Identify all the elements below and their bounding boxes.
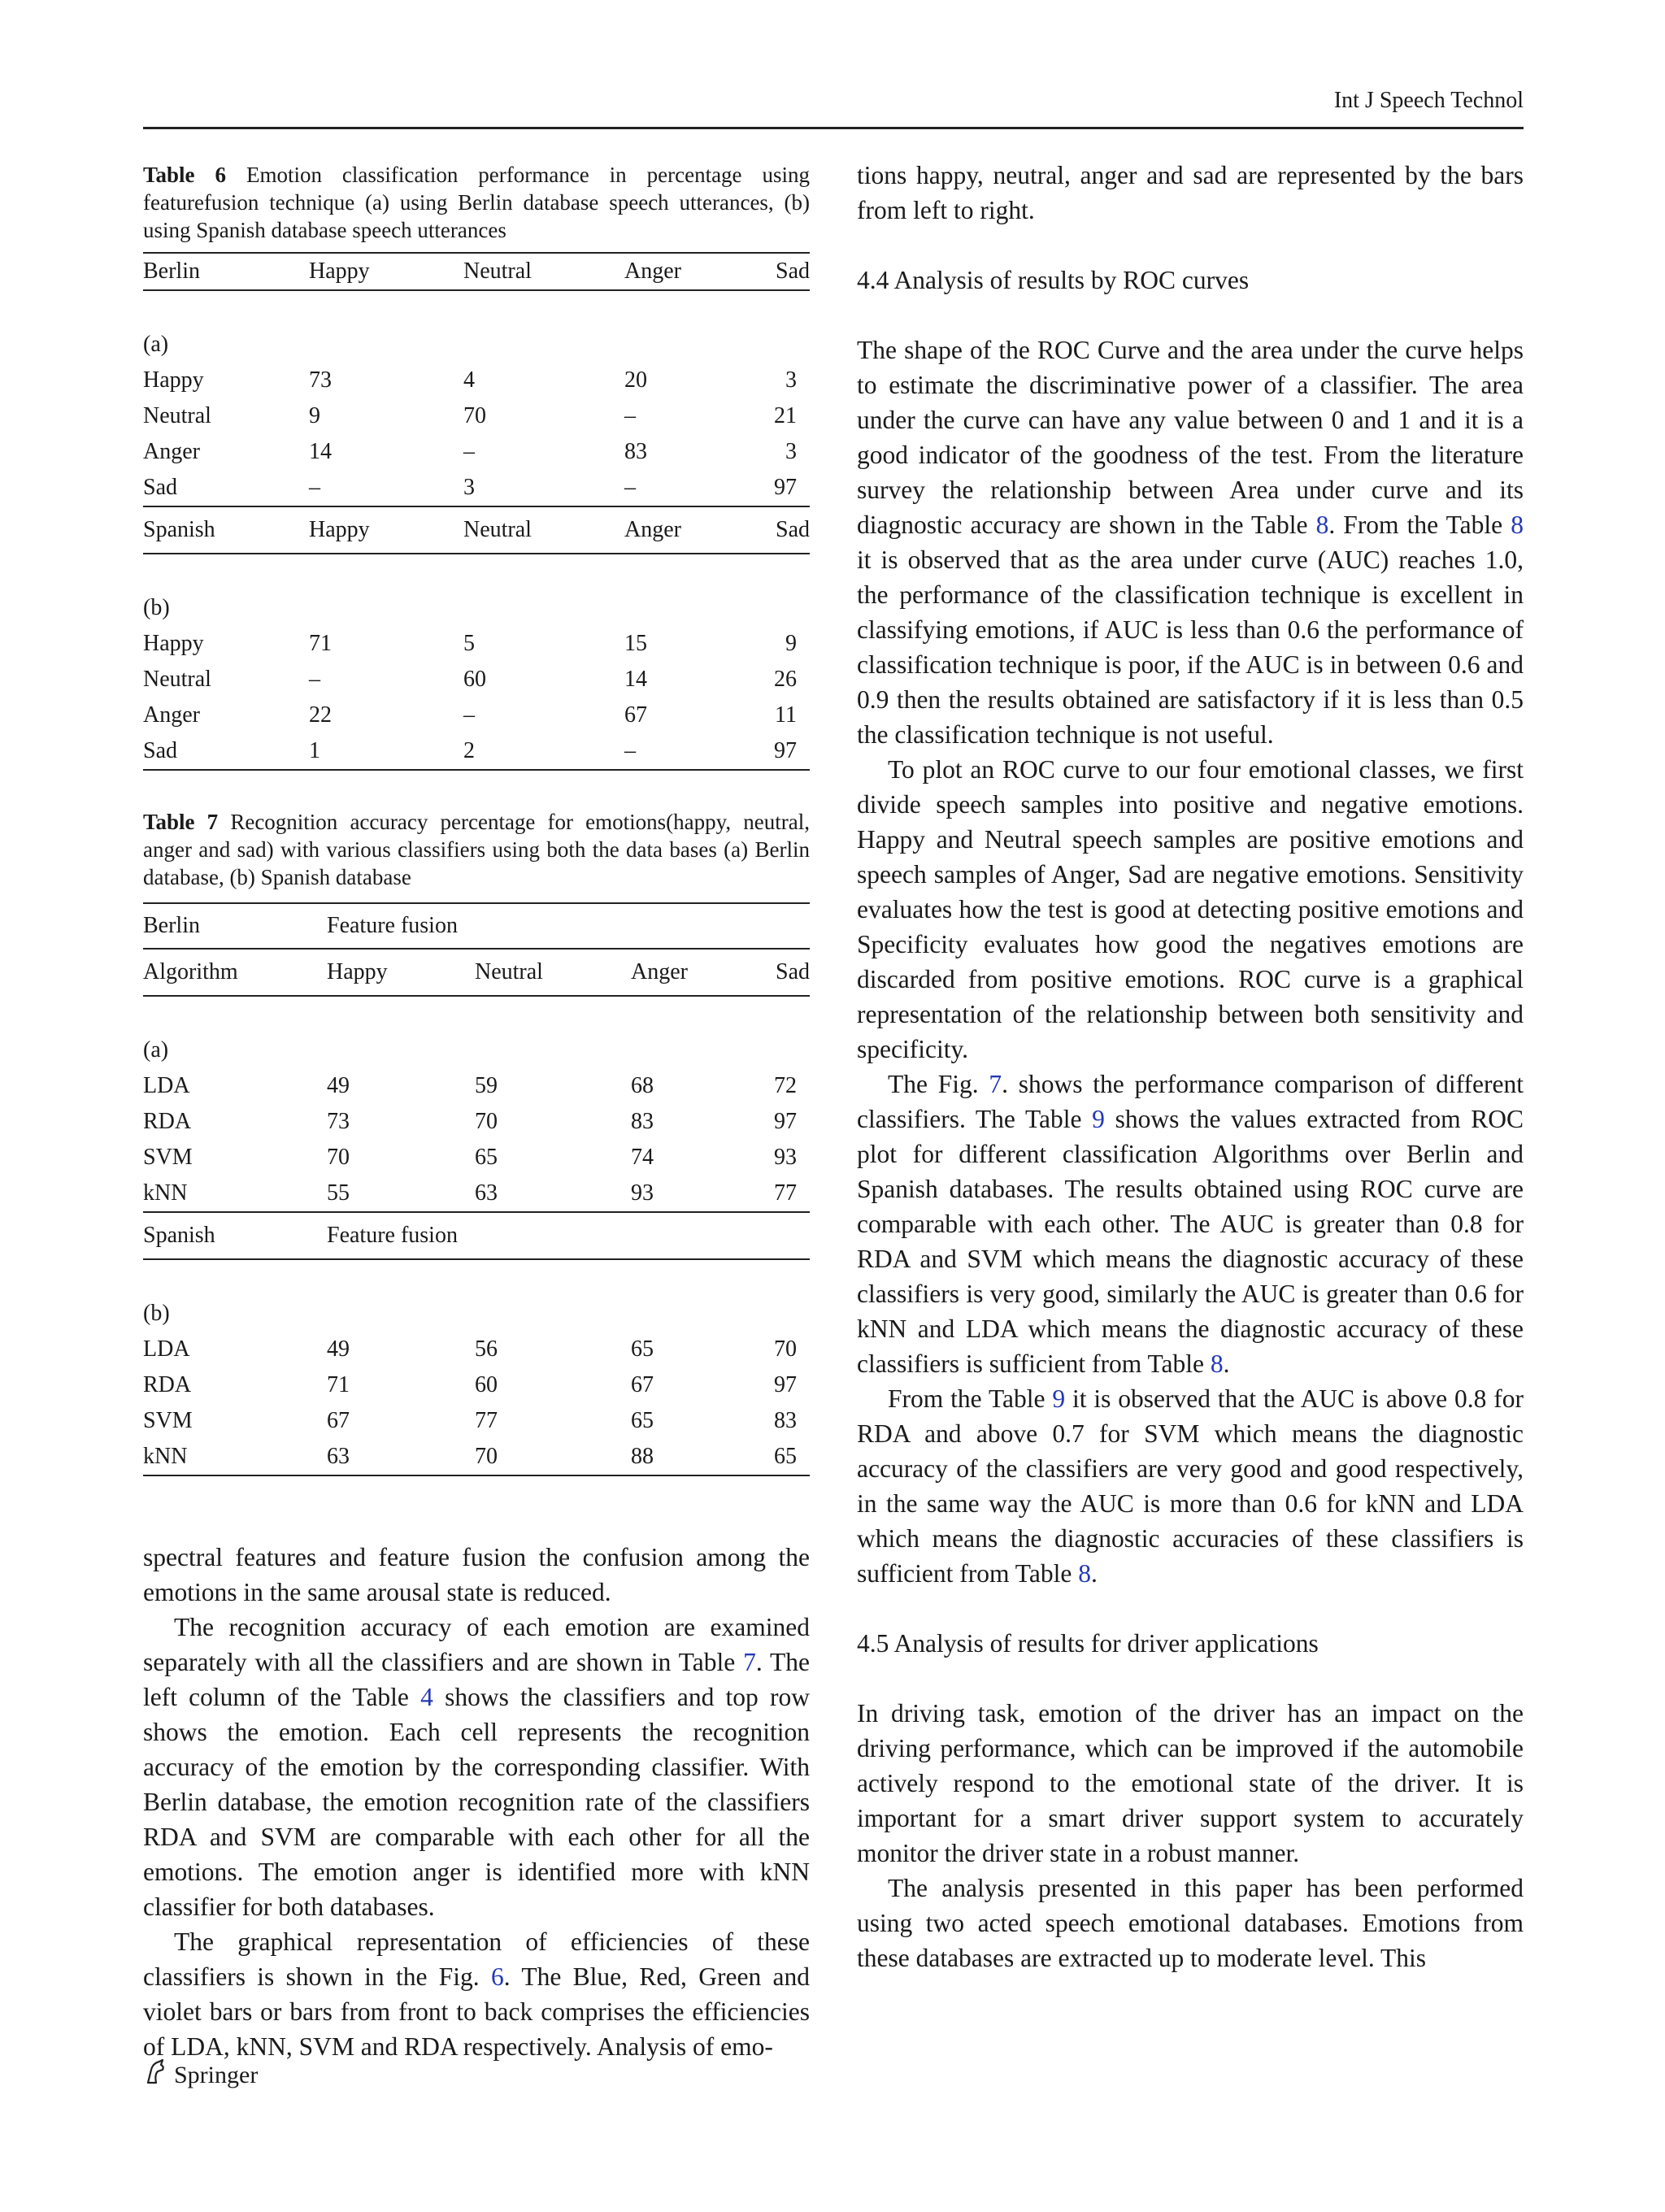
- paragraph: In driving task, emotion of the driver has an impact on the driving performance, which can be improved if the automobile actively respond to the emotional state of the driver. It is important for a smart driver support system to accurately monitor the driver state in a robust manner.: [857, 1699, 1524, 1867]
- table6-label: Table 6: [143, 163, 226, 187]
- springer-horse-icon: [143, 2058, 167, 2092]
- table-ref-link[interactable]: 9: [1092, 1105, 1105, 1133]
- paragraph: The recognition accuracy of each emotion are examined separately with all the classifiers and are shown in Table 7. The left column of the Table 4 shows the classifiers and top row shows the emotion. Each cell represents the recognition accuracy of the emotion by the corresponding classifier. With Berlin database, the emotion recognition rate of the classifiers RDA and SVM are comparable with each other for all the emotions. The emotion anger is identified more with kNN classifier for both databases.: [143, 1613, 810, 1921]
- footer: [143, 2058, 258, 2092]
- right-column: [857, 158, 1524, 1975]
- table-group-row: Berlin Feature fusion: [143, 903, 810, 949]
- left-column: [143, 161, 810, 2064]
- table-ref-link[interactable]: 7: [743, 1648, 756, 1676]
- table-row: RDA 73 70 83 97: [143, 1109, 797, 1134]
- table-row: Neutral 9 70 – 21: [143, 403, 797, 428]
- table-row: SVM 67 77 65 83: [143, 1408, 797, 1433]
- table-row: Sad – 3 – 97: [143, 470, 810, 506]
- paragraph: spectral features and feature fusion the confusion among the emotions in the same arousal state is reduced.: [143, 1543, 810, 1606]
- table7-caption: Table 7 Recognition accuracy percentage for emotions(happy, neutral, anger and sad) with various classifiers using both the data bases (a) Berlin database, (b) Spanish database: [143, 810, 810, 889]
- table-row: kNN 63 70 88 65: [143, 1439, 810, 1475]
- section-tag-row: (a): [143, 1037, 169, 1063]
- paragraph: From the Table 9 it is observed that the AUC is above 0.8 for RDA and above 0.7 for SVM which means the diagnostic accuracy of the classifiers are very good and good respectively, in the same way the AUC is more than 0.6 for kNN and LDA which means the diagnostic accuracies of these classifiers is sufficient from Table 8.: [857, 1384, 1524, 1588]
- figure-ref-link[interactable]: 7: [989, 1070, 1002, 1098]
- section-tag-row: (a): [143, 332, 169, 357]
- table-ref-link[interactable]: 8: [1315, 511, 1329, 539]
- section-heading-4-4: 4.4 Analysis of results by ROC curves: [857, 266, 1250, 294]
- paragraph: To plot an ROC curve to our four emotional classes, we first divide speech samples into positive and negative emotions. Happy and Neutral speech samples are positive emotions and speech samples of Anger, Sad are negative emotions. Sensitivity evaluates how the test is good at detecting positive emotions and Specificity evaluates how good the negatives emotions are discarded from positive emotions. ROC curve is a graphical representation of the relationship between both sensitivity and specificity.: [857, 755, 1524, 1063]
- section-tag-row: (b): [143, 595, 170, 620]
- table-ref-link[interactable]: 8: [1078, 1559, 1091, 1588]
- section-tag-row: (b): [143, 1301, 170, 1326]
- table6-caption: Table 6 Emotion classification performance in percentage using featurefusion technique (a) using Berlin database speech utterances, (b) using Spanish database speech utterances: [143, 163, 810, 242]
- paragraph: The analysis presented in this paper has been performed using two acted speech emotional databases. Emotions from these databases are extracted up to moderate level. This: [857, 1874, 1524, 1972]
- table-row: Happy 73 4 20 3: [143, 367, 797, 393]
- table-row: Anger 14 – 83 3: [143, 439, 797, 464]
- table-ref-link[interactable]: 9: [1052, 1384, 1066, 1413]
- table-row: Sad 1 2 – 97: [143, 733, 810, 770]
- table-row: kNN 55 63 93 77: [143, 1176, 810, 1212]
- publisher-name: Springer: [174, 2062, 259, 2088]
- table-row: Happy 71 5 15 9: [143, 631, 797, 656]
- left-body-text: [143, 1540, 810, 2064]
- header-rule: [143, 127, 1524, 129]
- table-group-row: Spanish Feature fusion: [143, 1212, 810, 1259]
- journal-header: Int J Speech Technol: [1333, 88, 1524, 113]
- table7-label: Table 7: [143, 810, 219, 834]
- paragraph: The graphical representation of efficiencies of these classifiers is shown in the Fig. 6. The Blue, Red, Green and violet bars or bars from front to back comprises the efficiencies of LDA, kNN, SVM and RDA respectively. Analysis of emo-: [143, 1927, 810, 2061]
- section-heading-4-5: 4.5 Analysis of results for driver applications: [857, 1629, 1319, 1658]
- table-header-row: Spanish Happy Neutral Anger Sad: [143, 506, 810, 554]
- table-row: SVM 70 65 74 93: [143, 1145, 797, 1170]
- table-row: RDA 71 60 67 97: [143, 1372, 797, 1397]
- table-ref-link[interactable]: 4: [420, 1683, 433, 1711]
- table7: [143, 902, 810, 1476]
- table-header-row: Algorithm Happy Neutral Anger Sad: [143, 949, 810, 996]
- paragraph: tions happy, neutral, anger and sad are represented by the bars from left to right.: [857, 161, 1524, 224]
- table-row: Neutral – 60 14 26: [143, 667, 797, 692]
- figure-ref-link[interactable]: 6: [490, 1962, 504, 1991]
- paragraph: The shape of the ROC Curve and the area under the curve helps to estimate the discriminative power of a classifier. The area under the curve can have any value between 0 and 1 and it is a good indicator of the goodness of the test. From the literature survey the relationship between Area under curve and its diagnostic accuracy are shown in the Table 8. From the Table 8 it is observed that as the area under curve (AUC) reaches 1.0, the performance of the classification technique is excellent in classifying emotions, if AUC is less than 0.6 the performance of classification technique is poor, if the AUC is in between 0.6 and 0.9 then the results obtained are satisfactory if it is less than 0.5 the classification technique is not useful.: [857, 336, 1524, 749]
- table-header-row: Berlin Happy Neutral Anger Sad: [143, 253, 810, 290]
- table6: [143, 252, 810, 771]
- table-row: LDA 49 56 65 70: [143, 1336, 797, 1362]
- paragraph: The Fig. 7. shows the performance comparison of different classifiers. The Table 9 shows the values extracted from ROC plot for different classification Algorithms over Berlin and Spanish databases. The results obtained using ROC curve are comparable with each other. The AUC is greater than 0.8 for RDA and SVM which means the diagnostic accuracy of these classifiers is very good, similarly the AUC is greater than 0.6 for kNN and LDA which means the diagnostic accuracy of these classifiers is sufficient from Table 8.: [857, 1070, 1524, 1378]
- table-row: LDA 49 59 68 72: [143, 1073, 797, 1098]
- table-ref-link[interactable]: 8: [1511, 511, 1524, 539]
- table-row: Anger 22 – 67 11: [143, 702, 797, 728]
- table-ref-link[interactable]: 8: [1210, 1349, 1224, 1378]
